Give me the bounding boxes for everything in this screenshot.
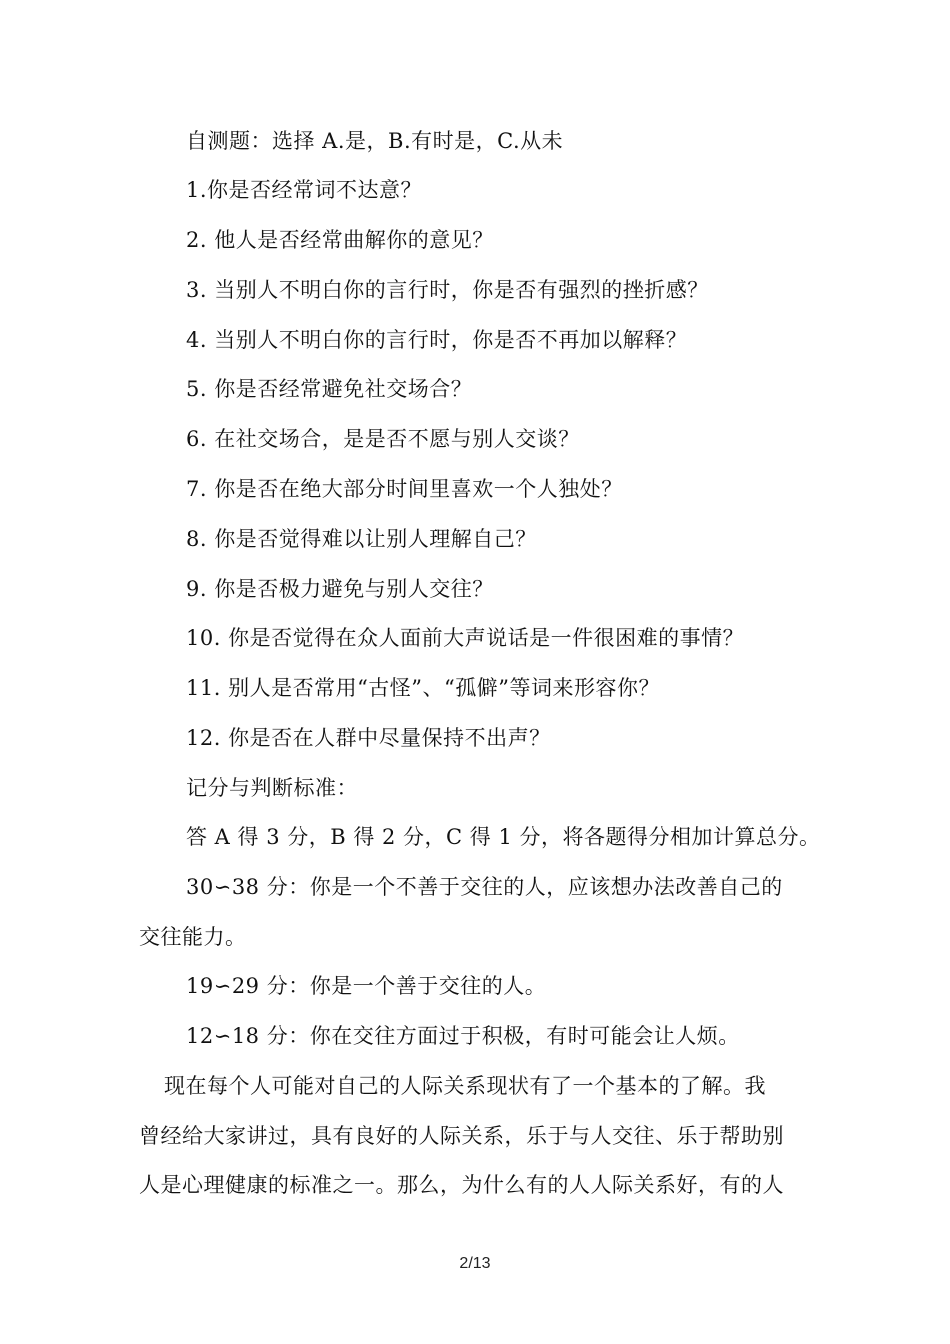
question-11: 11. 别人是否常用“古怪”、“孤僻”等词来形容你？ <box>186 676 661 700</box>
question-9: 9. 你是否极力避免与别人交往？ <box>186 577 494 601</box>
score-range-mid: 19∽29 分：你是一个善于交往的人。 <box>186 974 547 998</box>
score-range-low: 12∽18 分：你在交往方面过于积极，有时可能会让人烦。 <box>186 1024 740 1048</box>
score-range-high: 30∽38 分：你是一个不善于交往的人，应该想办法改善自己的 <box>186 875 783 899</box>
question-12: 12. 你是否在人群中尽量保持不出声？ <box>186 726 551 750</box>
score-range-high-continued: 交往能力。 <box>139 925 247 949</box>
paragraph-line-3: 人是心理健康的标准之一。那么，为什么有的人人际关系好，有的人 <box>139 1173 784 1197</box>
question-5: 5. 你是否经常避免社交场合？ <box>186 377 473 401</box>
question-1: 1.你是否经常词不达意？ <box>186 178 423 202</box>
quiz-intro: 自测题：选择 A.是，B.有时是，C.从未 <box>186 129 564 153</box>
question-8: 8. 你是否觉得难以让别人理解自己？ <box>186 527 537 551</box>
scoring-title: 记分与判断标准： <box>186 776 358 800</box>
paragraph-line-1: 现在每个人可能对自己的人际关系现状有了一个基本的了解。我 <box>164 1074 766 1098</box>
question-2: 2. 他人是否经常曲解你的意见？ <box>186 228 494 252</box>
question-6: 6. 在社交场合，是是否不愿与别人交谈？ <box>186 427 580 451</box>
scoring-rule: 答 A 得 3 分，B 得 2 分，C 得 1 分，将各题得分相加计算总分。 <box>186 825 821 849</box>
question-10: 10. 你是否觉得在众人面前大声说话是一件很困难的事情？ <box>186 626 745 650</box>
question-3: 3. 当别人不明白你的言行时，你是否有强烈的挫折感？ <box>186 278 709 302</box>
question-4: 4. 当别人不明白你的言行时，你是否不再加以解释？ <box>186 328 688 352</box>
paragraph-line-2: 曾经给大家讲过，具有良好的人际关系，乐于与人交往、乐于帮助别 <box>139 1124 784 1148</box>
question-7: 7. 你是否在绝大部分时间里喜欢一个人独处？ <box>186 477 623 501</box>
page-number: 2/13 <box>459 1255 491 1272</box>
